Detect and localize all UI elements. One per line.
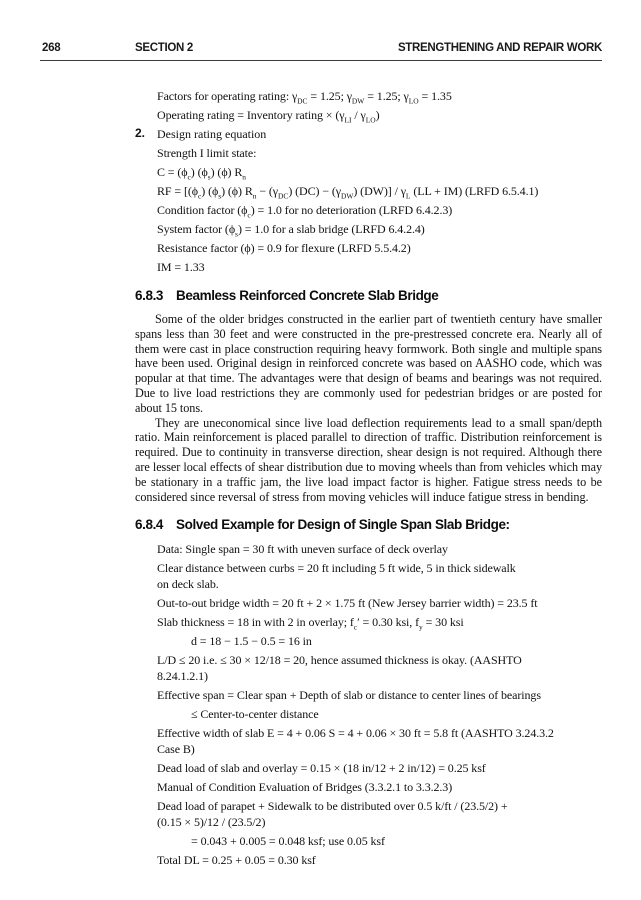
section-heading bbox=[135, 288, 602, 303]
equation-line: Operating rating = Inventory rating × $(\gamma_{LI} / \gamma_{LO})$ bbox=[157, 108, 380, 125]
equation-line: Data: Single span = 30 ft with uneven surface of deck overlay bbox=[157, 542, 448, 557]
equation-line: Slab thickness = 18 in with 2 in overlay; $f_c' = 0.30$ ksi, $f_y = 30$ ksi bbox=[157, 615, 464, 632]
equation-line: Out-to-out bridge width = 20 ft + 2 × 1.75 ft (New Jersey barrier width) = 23.5 ft bbox=[157, 596, 538, 611]
equation-line: Strength I limit state: bbox=[157, 146, 257, 160]
page-number: 268 bbox=[42, 42, 61, 54]
equation-line: Condition factor $(\phi_c) = 1.0$ for no deterioration (LRFD 6.4.2.3) bbox=[157, 203, 453, 220]
equation-line: $C = (\phi_c)$ $(\phi_s)$ (ϕ) $R_n$ bbox=[157, 165, 246, 182]
equation-line: Factors for operating rating: $\gamma_{DC} = 1.25$; $\gamma_{DW} = 1.25$; $\gamma_{LO} = 1.35$ bbox=[157, 89, 452, 106]
equation-line: ≤ Center-to-center distance bbox=[191, 707, 319, 722]
equation-line: Resistance factor (ϕ) = 0.9 for flexure (LRFD 5.5.4.2) bbox=[157, 241, 411, 255]
paragraph: Some of the older bridges constructed in the earlier part of twentieth century have smaller spans less than 30 feet and were constructed in the pre-prestressed concrete era. Nearly all of them were cast in place construction requiring heavy formwork. Both single and multiple spans have been used. Original design in reinforced concrete was based on AASHO code, which was popular at that time. The advantages were that design of beams and bearings was not required. Due to live load restrictions they are commonly used for pedestrian bridges or are posted for about 15 tons. bbox=[135, 312, 602, 415]
running-head: STRENGTHENING AND REPAIR WORK bbox=[397, 42, 602, 54]
page-content bbox=[135, 88, 602, 871]
section-heading-number: 6.8.4 bbox=[135, 517, 164, 533]
section-heading-title: Beamless Reinforced Concrete Slab Bridge bbox=[176, 288, 439, 303]
equation-line: System factor $(\phi_s) = 1.0$ for a slab bridge (LRFD 6.4.2.4) bbox=[157, 222, 425, 239]
list-item-text: Design rating equation bbox=[157, 127, 267, 141]
paragraph: They are uneconomical since live load deflection requirements lead to a small span/depth ratio. Main reinforcement is placed parallel to direction of traffic. Distribution reinforcement is required. Due to continuity in transverse direction, shear design is not required. Although there are lesser local effects of shear distribution due to moving wheels than from vehicles which may be stationary in a traffic jam, the live load impact factor is higher. Fatigue stress needs to be considered since reversal of stress from moving vehicles will induce fatigue stress in bending. bbox=[135, 415, 602, 504]
section-label: SECTION 2 bbox=[135, 42, 194, 54]
equation-line: IM = 1.33 bbox=[157, 260, 205, 274]
equation-line: Total DL = 0.25 + 0.05 = 0.30 ksf bbox=[157, 853, 316, 868]
equation-line: Effective span = Clear span + Depth of slab or distance to center lines of bearings bbox=[157, 688, 541, 703]
header-rule bbox=[40, 60, 602, 61]
list-item bbox=[135, 126, 602, 142]
equation-line: Dead load of slab and overlay = 0.15 × (18 in/12 + 2 in/12) = 0.25 ksf bbox=[157, 761, 486, 776]
equation-line: Manual of Condition Evaluation of Bridges (3.3.2.1 to 3.3.2.3) bbox=[157, 780, 453, 795]
equation-line: d = 18 − 1.5 − 0.5 = 16 in bbox=[191, 634, 312, 649]
equation-line: Effective width of slab E = 4 + 0.06 S = 4 + 0.06 × 30 ft = 5.8 ft (AASHTO 3.24.3.2 Case B) bbox=[157, 726, 554, 757]
section-heading-number: 6.8.3 bbox=[135, 288, 164, 303]
equation-line: = 0.043 + 0.005 = 0.048 ksf; use 0.05 ksf bbox=[191, 834, 385, 849]
section-heading bbox=[135, 517, 602, 532]
equation-line: L/D ≤ 20 i.e. ≤ 30 × 12/18 = 20, hence assumed thickness is okay. (AASHTO 8.24.1.2.1) bbox=[157, 653, 522, 684]
equation-line: Dead load of parapet + Sidewalk to be distributed over 0.5 k/ft / (23.5/2) + (0.15 × 5)/12 / (23.5/2) bbox=[157, 799, 508, 830]
section-heading-title: Solved Example for Design of Single Span Slab Bridge: bbox=[176, 517, 510, 533]
list-marker: 2. bbox=[135, 126, 146, 140]
page-header bbox=[42, 42, 602, 56]
equation-line: Clear distance between curbs = 20 ft including 5 ft wide, 5 in thick sidewalk on deck slab. bbox=[157, 561, 516, 592]
equation-line: RF = [$(\phi_c)$ $(\phi_s)$ (ϕ) $R_n - (\gamma_{DC}) (DC) - (\gamma_{DW})$ $(DW)] / \gamma_L$ (LL + IM) (LRFD 6.5.4.1) bbox=[157, 184, 539, 201]
